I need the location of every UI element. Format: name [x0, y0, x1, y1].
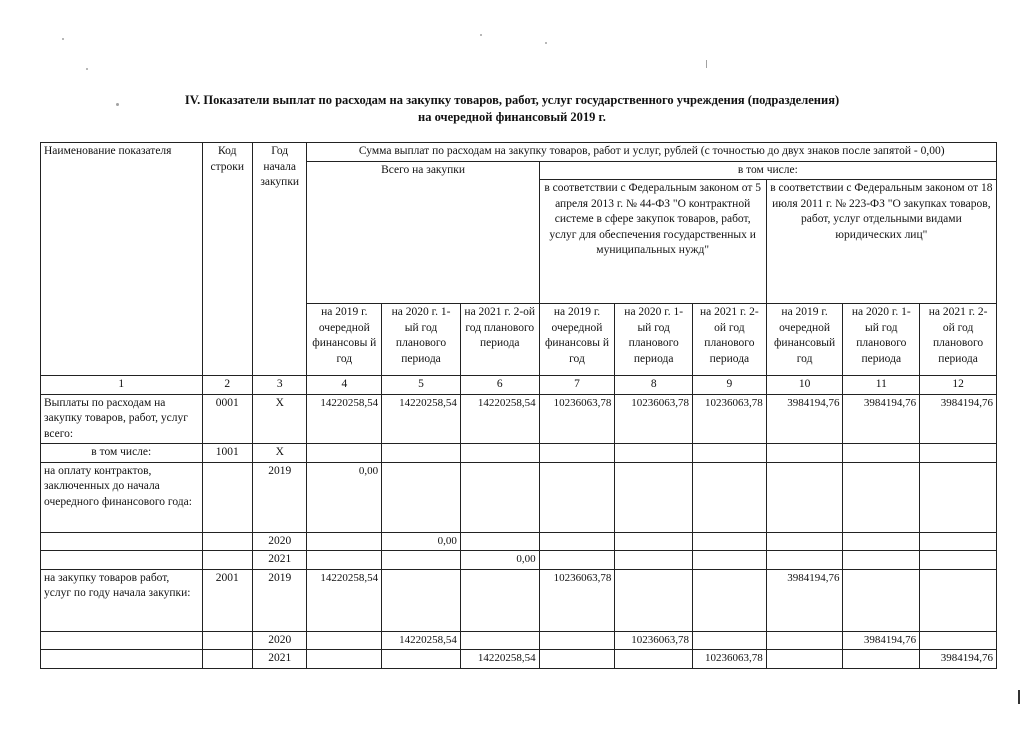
value-cell: [539, 532, 615, 551]
column-number-row: [41, 376, 997, 395]
row-name: на закупку товаров работ, услуг по году начала закупки:: [41, 569, 203, 631]
row-code: [202, 551, 252, 570]
value-cell: [615, 650, 693, 669]
value-cell: [307, 650, 382, 669]
table-row: [41, 551, 997, 570]
value-cell: 14220258,54: [382, 394, 461, 444]
scan-speck: [706, 60, 707, 68]
value-cell: [693, 444, 767, 463]
column-number: 3: [252, 376, 307, 395]
column-number: 2: [202, 376, 252, 395]
value-cell: [615, 444, 693, 463]
value-cell: 10236063,78: [539, 569, 615, 631]
column-number: 9: [693, 376, 767, 395]
value-cell: [382, 444, 461, 463]
value-cell: [920, 631, 997, 650]
value-cell: 10236063,78: [539, 394, 615, 444]
table-row: [41, 569, 997, 631]
value-cell: 14220258,54: [460, 394, 539, 444]
value-cell: [920, 462, 997, 532]
scan-speck: [86, 68, 88, 70]
value-cell: 10236063,78: [693, 650, 767, 669]
value-cell: [307, 631, 382, 650]
value-cell: [843, 650, 920, 669]
table-row: [41, 444, 997, 463]
value-cell: [766, 631, 843, 650]
period-header: на 2020 г. 1-ый год планового периода: [843, 304, 920, 376]
row-name: в том числе:: [41, 444, 203, 463]
row-year: 2021: [252, 551, 307, 570]
value-cell: 0,00: [460, 551, 539, 570]
value-cell: [539, 650, 615, 669]
title-line-1: IV. Показатели выплат по расходам на закупку товаров, работ, услуг государственного учреждения (подразделения): [184, 93, 840, 107]
row-year: X: [252, 394, 307, 444]
value-cell: 10236063,78: [693, 394, 767, 444]
value-cell: [766, 551, 843, 570]
table-row: [41, 462, 997, 532]
value-cell: [382, 462, 461, 532]
page-edge-mark: [1018, 690, 1020, 704]
scan-speck: [545, 42, 547, 44]
row-code: [202, 631, 252, 650]
column-number: 1: [41, 376, 203, 395]
value-cell: [307, 444, 382, 463]
value-cell: [615, 551, 693, 570]
value-cell: 3984194,76: [766, 394, 843, 444]
value-cell: [920, 551, 997, 570]
value-cell: 3984194,76: [766, 569, 843, 631]
value-cell: [843, 569, 920, 631]
period-header: на 2021 г. 2-ой год планового периода: [920, 304, 997, 376]
value-cell: [460, 462, 539, 532]
column-number: 8: [615, 376, 693, 395]
value-cell: 0,00: [382, 532, 461, 551]
value-cell: [843, 551, 920, 570]
value-cell: [460, 532, 539, 551]
value-cell: 0,00: [307, 462, 382, 532]
value-cell: [382, 569, 461, 631]
value-cell: [766, 462, 843, 532]
value-cell: 3984194,76: [843, 394, 920, 444]
row-code: 1001: [202, 444, 252, 463]
column-number: 5: [382, 376, 461, 395]
period-header: на 2019 г. очередной финансовы й год: [539, 304, 615, 376]
table-row: [41, 650, 997, 669]
value-cell: 14220258,54: [307, 569, 382, 631]
value-cell: [615, 569, 693, 631]
value-cell: [843, 444, 920, 463]
table-row: [41, 394, 997, 444]
value-cell: 14220258,54: [307, 394, 382, 444]
value-cell: [693, 551, 767, 570]
value-cell: 3984194,76: [920, 394, 997, 444]
row-code: 2001: [202, 569, 252, 631]
scan-speck: [480, 34, 482, 36]
value-cell: 10236063,78: [615, 631, 693, 650]
column-number: 6: [460, 376, 539, 395]
value-cell: 14220258,54: [382, 631, 461, 650]
row-code: [202, 462, 252, 532]
period-header: на 2020 г. 1-ый год планового периода: [382, 304, 461, 376]
header-including: в том числе:: [539, 161, 996, 180]
value-cell: [843, 532, 920, 551]
value-cell: [382, 650, 461, 669]
value-cell: [766, 444, 843, 463]
value-cell: [382, 551, 461, 570]
value-cell: [460, 631, 539, 650]
value-cell: [920, 532, 997, 551]
header-law-44: в соответствии с Федеральным законом от 5 апреля 2013 г. № 44-ФЗ "О контрактной системе в сфере закупок товаров, работ, услуг для обеспечения государственных и муниципальных нужд": [539, 180, 766, 304]
row-code: 0001: [202, 394, 252, 444]
value-cell: [539, 462, 615, 532]
period-header: на 2019 г. очередной финансовый год: [766, 304, 843, 376]
column-number: 7: [539, 376, 615, 395]
header-code: Код строки: [202, 143, 252, 376]
row-year: 2020: [252, 631, 307, 650]
column-number: 10: [766, 376, 843, 395]
row-name: [41, 650, 203, 669]
value-cell: 3984194,76: [920, 650, 997, 669]
scan-speck: [62, 38, 64, 40]
value-cell: [920, 569, 997, 631]
row-year: 2019: [252, 462, 307, 532]
value-cell: [460, 569, 539, 631]
row-code: [202, 650, 252, 669]
row-name: Выплаты по расходам на закупку товаров, работ, услуг всего:: [41, 394, 203, 444]
value-cell: [693, 631, 767, 650]
value-cell: [693, 569, 767, 631]
column-number: 12: [920, 376, 997, 395]
value-cell: 3984194,76: [843, 631, 920, 650]
payments-table: [40, 142, 997, 669]
value-cell: [843, 462, 920, 532]
value-cell: [539, 551, 615, 570]
row-year: X: [252, 444, 307, 463]
period-header: на 2021 г. 2-ой год планового периода: [693, 304, 767, 376]
header-name: Наименование показателя: [41, 143, 203, 376]
header-row-1: [41, 143, 997, 162]
row-code: [202, 532, 252, 551]
period-header: на 2021 г. 2-ой год планового периода: [460, 304, 539, 376]
header-total: Всего на закупки: [307, 161, 539, 304]
value-cell: [615, 462, 693, 532]
value-cell: 14220258,54: [460, 650, 539, 669]
value-cell: [307, 532, 382, 551]
value-cell: [307, 551, 382, 570]
row-name: [41, 532, 203, 551]
value-cell: [693, 462, 767, 532]
table-row: [41, 631, 997, 650]
row-year: 2021: [252, 650, 307, 669]
row-name: [41, 551, 203, 570]
value-cell: [460, 444, 539, 463]
table-row: [41, 532, 997, 551]
row-name: на оплату контрактов, заключенных до начала очередного финансового года:: [41, 462, 203, 532]
header-law-223: в соответствии с Федеральным законом от 18 июля 2011 г. № 223-ФЗ "О закупках товаров, работ, услуг отдельными видами юридических лиц": [766, 180, 996, 304]
row-year: 2020: [252, 532, 307, 551]
value-cell: 10236063,78: [615, 394, 693, 444]
value-cell: [920, 444, 997, 463]
value-cell: [539, 444, 615, 463]
value-cell: [539, 631, 615, 650]
value-cell: [693, 532, 767, 551]
column-number: 4: [307, 376, 382, 395]
title-line-2: на очередной финансовый 2019 г.: [418, 110, 606, 124]
document-title: [0, 92, 1024, 126]
row-year: 2019: [252, 569, 307, 631]
period-header: на 2019 г. очередной финансовы й год: [307, 304, 382, 376]
column-number: 11: [843, 376, 920, 395]
header-year: Год начала закупки: [252, 143, 307, 376]
header-sum: Сумма выплат по расходам на закупку товаров, работ и услуг, рублей (с точностью до двух знаков после запятой - 0,00): [307, 143, 997, 162]
value-cell: [766, 532, 843, 551]
period-header: на 2020 г. 1-ый год планового периода: [615, 304, 693, 376]
value-cell: [766, 650, 843, 669]
value-cell: [615, 532, 693, 551]
row-name: [41, 631, 203, 650]
